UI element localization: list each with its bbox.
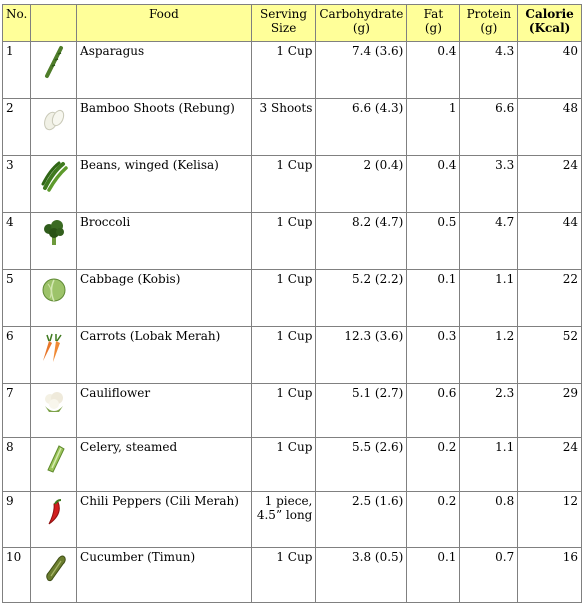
serving-size-line2: 4.5” long	[256, 508, 313, 522]
protein-value: 2.3	[460, 384, 518, 438]
row-number: 2	[3, 99, 31, 156]
serving-size-line1: 1 Cup	[276, 386, 313, 400]
calorie-value: 24	[518, 438, 582, 492]
celery-icon	[39, 440, 69, 474]
header-protein-line1: Protein	[466, 7, 512, 21]
protein-value: 1.1	[460, 438, 518, 492]
header-calorie-line2: (Kcal)	[528, 21, 571, 35]
header-no-label: No.	[6, 7, 28, 21]
serving-size-line1: 1 Cup	[276, 44, 313, 58]
calorie-value: 52	[518, 327, 582, 384]
protein-value: 1.2	[460, 327, 518, 384]
header-protein	[460, 5, 518, 42]
table-row	[3, 384, 582, 438]
header-food	[77, 5, 252, 42]
calorie-value: 12	[518, 492, 582, 548]
food-name: Celery, steamed	[77, 438, 252, 492]
bamboo-shoots-icon	[39, 101, 69, 137]
table-row	[3, 99, 582, 156]
fat-value: 0.4	[407, 42, 460, 99]
table-row	[3, 492, 582, 548]
header-serving-line2: Size	[270, 21, 297, 35]
food-name: Bamboo Shoots (Rebung)	[77, 99, 252, 156]
table-row	[3, 156, 582, 213]
cauliflower-icon	[39, 386, 69, 418]
serving-size-line1: 3 Shoots	[259, 101, 313, 115]
serving-size	[251, 156, 316, 213]
cabbage-icon	[39, 272, 69, 308]
header-fat-line1: Fat	[423, 7, 444, 21]
protein-value: 4.7	[460, 213, 518, 270]
fat-value: 0.4	[407, 156, 460, 213]
table-row	[3, 327, 582, 384]
serving-size	[251, 42, 316, 99]
serving-size-line1: 1 Cup	[276, 440, 313, 454]
nutrition-table	[2, 4, 582, 603]
header-food-label: Food	[148, 7, 179, 21]
header-fat-line2: (g)	[424, 21, 442, 35]
header-image	[31, 5, 77, 42]
food-name: Beans, winged (Kelisa)	[77, 156, 252, 213]
serving-size	[251, 384, 316, 438]
food-name: Cabbage (Kobis)	[77, 270, 252, 327]
header-protein-line2: (g)	[480, 21, 498, 35]
row-number: 6	[3, 327, 31, 384]
header-serving-line1: Serving	[260, 7, 308, 21]
protein-value: 4.3	[460, 42, 518, 99]
table-row	[3, 213, 582, 270]
protein-value: 6.6	[460, 99, 518, 156]
serving-size	[251, 492, 316, 548]
protein-value: 1.1	[460, 270, 518, 327]
food-name: Asparagus	[77, 42, 252, 99]
cucumber-icon	[39, 550, 69, 584]
fat-value: 0.6	[407, 384, 460, 438]
serving-size-line1: 1 piece,	[264, 494, 313, 508]
winged-beans-icon	[39, 158, 69, 194]
calorie-value: 40	[518, 42, 582, 99]
table-header-row	[3, 5, 582, 42]
fat-value: 0.5	[407, 213, 460, 270]
protein-value: 0.8	[460, 492, 518, 548]
header-no	[3, 5, 31, 42]
row-number: 3	[3, 156, 31, 213]
carbohydrate-value: 6.6 (4.3)	[316, 99, 407, 156]
serving-size	[251, 99, 316, 156]
table-row	[3, 548, 582, 603]
serving-size	[251, 327, 316, 384]
carbohydrate-value: 2 (0.4)	[316, 156, 407, 213]
food-name: Chili Peppers (Cili Merah)	[77, 492, 252, 548]
food-name: Carrots (Lobak Merah)	[77, 327, 252, 384]
table-row	[3, 438, 582, 492]
header-fat	[407, 5, 460, 42]
header-calorie	[518, 5, 582, 42]
fat-value: 0.3	[407, 327, 460, 384]
carbohydrate-value: 3.8 (0.5)	[316, 548, 407, 603]
serving-size-line1: 1 Cup	[276, 272, 313, 286]
calorie-value: 29	[518, 384, 582, 438]
serving-size-line1: 1 Cup	[276, 550, 313, 564]
asparagus-icon	[39, 44, 69, 80]
table-row	[3, 270, 582, 327]
calorie-value: 44	[518, 213, 582, 270]
food-name: Cucumber (Timun)	[77, 548, 252, 603]
food-name: Cauliflower	[77, 384, 252, 438]
serving-size	[251, 270, 316, 327]
protein-value: 3.3	[460, 156, 518, 213]
carbohydrate-value: 12.3 (3.6)	[316, 327, 407, 384]
calorie-value: 16	[518, 548, 582, 603]
carbohydrate-value: 5.1 (2.7)	[316, 384, 407, 438]
calorie-value: 24	[518, 156, 582, 213]
carbohydrate-value: 5.5 (2.6)	[316, 438, 407, 492]
row-number: 9	[3, 492, 31, 548]
serving-size	[251, 548, 316, 603]
fat-value: 0.2	[407, 492, 460, 548]
fat-value: 0.1	[407, 548, 460, 603]
table-row	[3, 42, 582, 99]
carbohydrate-value: 5.2 (2.2)	[316, 270, 407, 327]
fat-value: 0.1	[407, 270, 460, 327]
calorie-value: 48	[518, 99, 582, 156]
row-number: 1	[3, 42, 31, 99]
fat-value: 1	[407, 99, 460, 156]
row-number: 7	[3, 384, 31, 438]
broccoli-icon	[39, 215, 69, 251]
serving-size	[251, 438, 316, 492]
chili-pepper-icon	[39, 494, 69, 530]
header-carb-line2: (g)	[352, 21, 370, 35]
row-number: 10	[3, 548, 31, 603]
serving-size-line1: 1 Cup	[276, 215, 313, 229]
fat-value: 0.2	[407, 438, 460, 492]
header-serving	[251, 5, 316, 42]
carbohydrate-value: 2.5 (1.6)	[316, 492, 407, 548]
calorie-value: 22	[518, 270, 582, 327]
carbohydrate-value: 8.2 (4.7)	[316, 213, 407, 270]
serving-size-line1: 1 Cup	[276, 329, 313, 343]
food-name: Broccoli	[77, 213, 252, 270]
serving-size	[251, 213, 316, 270]
header-calorie-line1: Calorie	[525, 7, 574, 21]
carbohydrate-value: 7.4 (3.6)	[316, 42, 407, 99]
header-carbohydrate	[316, 5, 407, 42]
header-carb-line1: Carbohydrate	[319, 7, 404, 21]
protein-value: 0.7	[460, 548, 518, 603]
row-number: 5	[3, 270, 31, 327]
serving-size-line1: 1 Cup	[276, 158, 313, 172]
carrot-icon	[39, 329, 69, 365]
row-number: 8	[3, 438, 31, 492]
row-number: 4	[3, 213, 31, 270]
